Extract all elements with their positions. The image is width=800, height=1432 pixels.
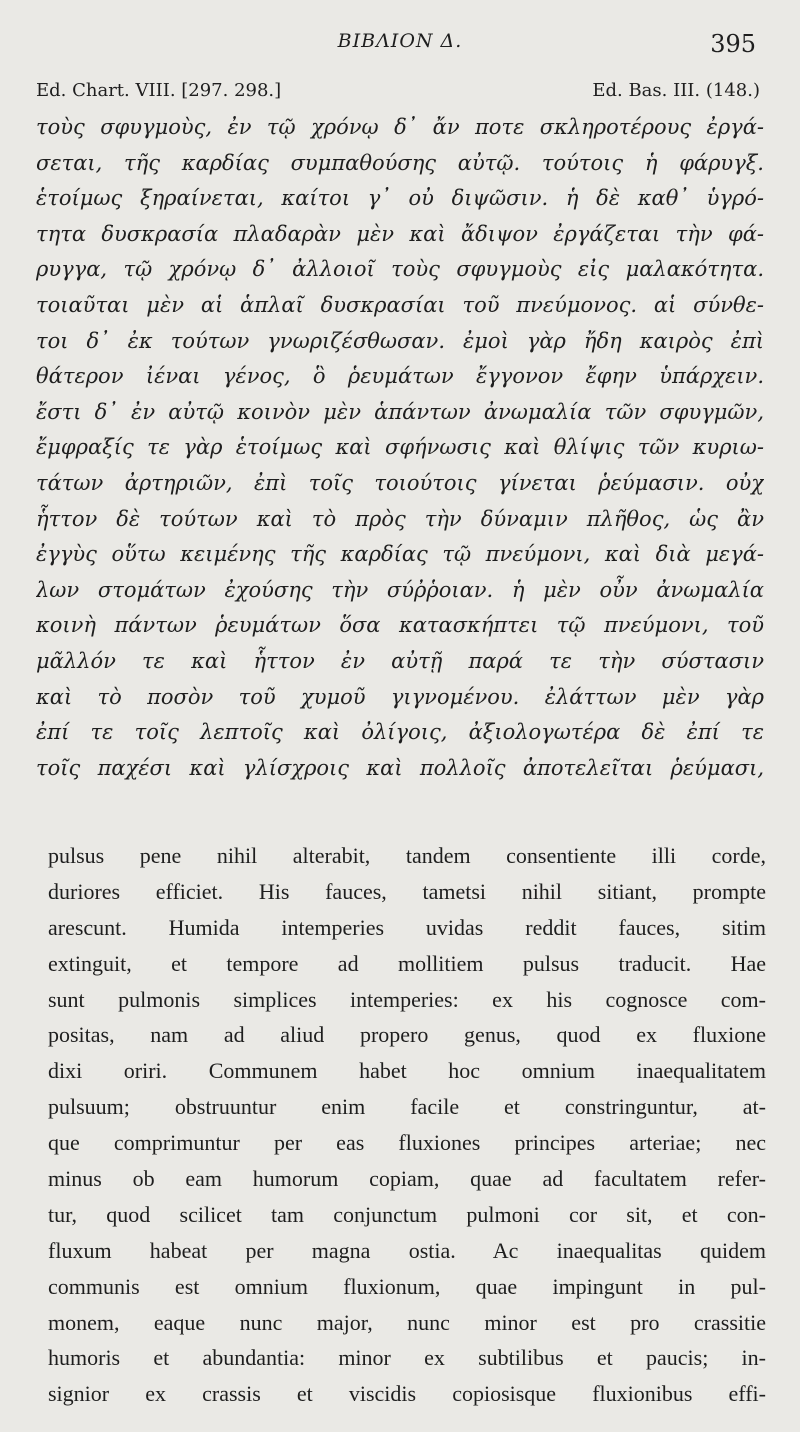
greek-line: ἐπί τε τοῖς λεπτοῖς καὶ ὀλίγοις, ἀξιολογωτέρα δὲ ἐπί τε xyxy=(36,720,764,745)
greek-line: θάτερον ἰέναι γένος, ὃ ῥευμάτων ἔγγονον ἔφην ὑπάρχειν. xyxy=(36,364,764,389)
greek-line: τητα δυσκρασία πλαδαρὰν μὲν καὶ ἄδιψον ἐργάζεται τὴν φά- xyxy=(36,221,764,246)
greek-line: τοι δ᾽ ἐκ τούτων γνωριζέσθωσαν. ἐμοὶ γὰρ ἤδη καιρὸς ἐπὶ xyxy=(36,328,764,353)
latin-line: positas, nam ad aliud propero genus, quod ex fluxione xyxy=(48,1022,766,1048)
greek-line: ἧττον δὲ τούτων καὶ τὸ πρὸς τὴν δύναμιν πλῆθος, ὡς ἂν xyxy=(36,506,764,531)
latin-line: communis est omnium fluxionum, quae impingunt in pul- xyxy=(48,1273,766,1299)
latin-line: monem, eaque nunc major, nunc minor est pro crassitie xyxy=(48,1309,766,1335)
latin-line: extinguit, et tempore ad mollitiem pulsus traducit. Hae xyxy=(48,950,766,976)
latin-line: minus ob eam humorum copiam, quae ad facultatem refer- xyxy=(48,1166,766,1192)
latin-line: arescunt. Humida intemperies uvidas reddit fauces, sitim xyxy=(48,914,766,940)
greek-line: τοὺς σφυγμοὺς, ἐν τῷ χρόνῳ δ᾽ ἄν ποτε σκληροτέρους ἐργά- xyxy=(36,115,764,139)
latin-line: pulsus pene nihil alterabit, tandem consentiente illi corde, xyxy=(48,843,766,868)
greek-line: τοῖς παχέσι καὶ γλίσχροις καὶ πολλοῖς ἀποτελεῖται ῥεύμασι, xyxy=(36,755,764,780)
greek-line: τοιαῦται μὲν αἱ ἁπλαῖ δυσκρασίαι τοῦ πνεύμονος. αἱ σύνθε- xyxy=(36,292,764,317)
greek-line: ἔμφραξίς τε γὰρ ἑτοίμως καὶ σφήνωσις καὶ θλίψις τῶν κυριω- xyxy=(36,435,764,460)
greek-line: ἐγγὺς οὕτω κειμένης τῆς καρδίας τῷ πνεύμονι, καὶ διὰ μεγά- xyxy=(36,542,764,567)
running-title: ΒΙΒΛΙΟΝ Δ. xyxy=(337,30,463,52)
edition-reference-right: Ed. Bas. III. (148.) xyxy=(592,80,760,101)
greek-line: μᾶλλόν τε καὶ ἧττον ἐν αὐτῇ παρά τε τὴν σύστασιν xyxy=(36,648,764,673)
greek-line: τάτων ἀρτηριῶν, ἐπὶ τοῖς τοιούτοις γίνεται ῥεύμασιν. οὐχ xyxy=(36,470,764,495)
page-number: 395 xyxy=(710,30,756,58)
latin-line: duriores efficiet. His fauces, tametsi nihil sitiant, prompte xyxy=(48,878,766,904)
latin-line: signior ex crassis et viscidis copiosisque fluxionibus effi- xyxy=(48,1381,766,1407)
latin-line: humoris et abundantia: minor ex subtilibus et paucis; in- xyxy=(48,1345,766,1371)
edition-reference-left: Ed. Chart. VIII. [297. 298.] xyxy=(36,80,282,101)
latin-line: sunt pulmonis simplices intemperies: ex his cognosce com- xyxy=(48,986,766,1012)
greek-line: κοινὴ πάντων ῥευμάτων ὅσα κατασκήπτει τῷ πνεύμονι, τοῦ xyxy=(36,613,764,638)
greek-line: καὶ τὸ ποσὸν τοῦ χυμοῦ γιγνομένου. ἐλάττων μὲν γὰρ xyxy=(36,684,764,709)
latin-text-block xyxy=(48,838,766,1412)
latin-line: que comprimuntur per eas fluxiones principes arteriae; nec xyxy=(48,1130,766,1156)
greek-line: σεται, τῆς καρδίας συμπαθούσης αὐτῷ. τούτοις ἡ φάρυγξ. xyxy=(36,150,764,175)
latin-line: tur, quod scilicet tam conjunctum pulmoni cor sit, et con- xyxy=(48,1201,766,1227)
greek-line: ἔστι δ᾽ ἐν αὐτῷ κοινὸν μὲν ἁπάντων ἀνωμαλία τῶν σφυγμῶν, xyxy=(36,399,764,424)
greek-line: ἑτοίμως ξηραίνεται, καίτοι γ᾽ οὐ διψῶσιν. ἡ δὲ καθ᾽ ὑγρό- xyxy=(36,186,764,211)
latin-line: pulsuum; obstruuntur enim facile et constringuntur, at- xyxy=(48,1094,766,1120)
greek-line: λων στομάτων ἐχούσης τὴν σύῤῥοιαν. ἡ μὲν οὖν ἀνωμαλία xyxy=(36,577,764,602)
latin-line: fluxum habeat per magna ostia. Ac inaequalitas quidem xyxy=(48,1237,766,1263)
greek-text-block xyxy=(36,110,764,786)
latin-line: dixi oriri. Communem habet hoc omnium inaequalitatem xyxy=(48,1058,766,1084)
greek-line: ρυγγα, τῷ χρόνῳ δ᾽ ἀλλοιοῖ τοὺς σφυγμοὺς εἰς μαλακότητα. xyxy=(36,257,764,282)
